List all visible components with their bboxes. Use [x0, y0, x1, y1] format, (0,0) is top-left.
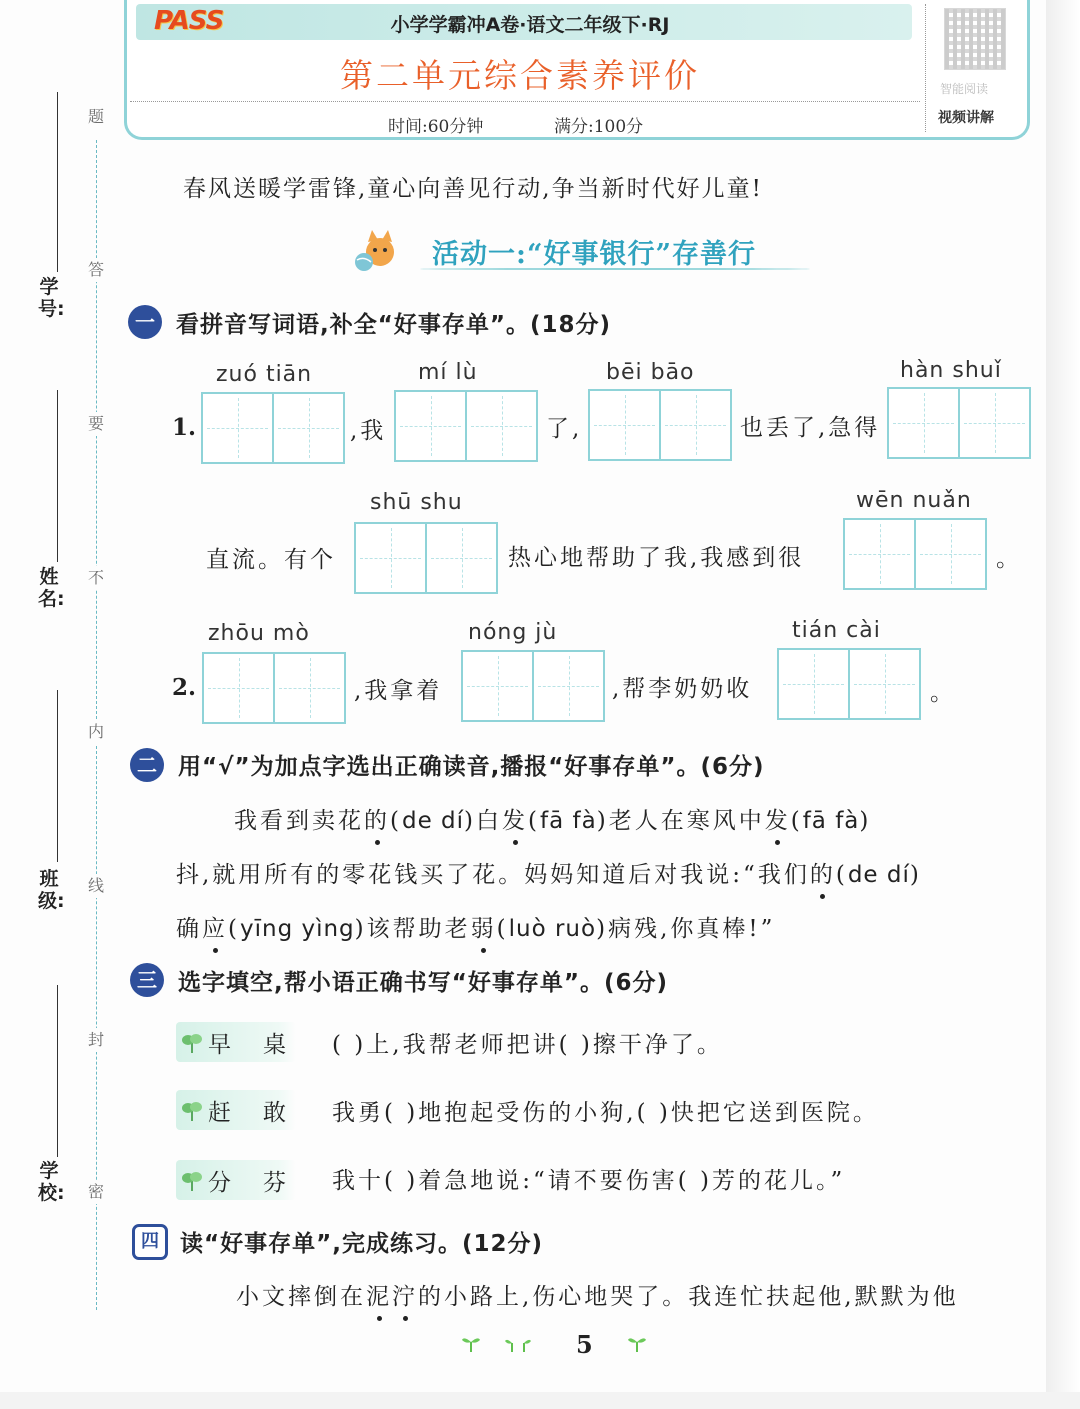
- class-line: [57, 690, 58, 862]
- sprout-icon: [504, 1334, 532, 1352]
- page-bottom-edge: [0, 1392, 1080, 1409]
- dotted-char: 应: [202, 910, 228, 943]
- margin-note: 线: [84, 874, 108, 898]
- answer-grid[interactable]: [887, 387, 1031, 459]
- reading-line-3: 确应(yīng yìng)该帮助老弱(luò ruò)病残,你真棒!”: [176, 910, 775, 943]
- dotted-char: 泥: [366, 1278, 392, 1311]
- unit-title: 第二单元综合素养评价: [340, 56, 700, 95]
- section-3-badge: 三: [130, 963, 164, 997]
- answer-grid[interactable]: [461, 650, 605, 722]
- pinyin-label: nóng jù: [468, 620, 558, 645]
- sentence-text: 了,: [546, 416, 583, 442]
- page-edge-shadow: [1046, 0, 1080, 1409]
- fill-sentence[interactable]: 我十( )着急地说:“请不要伤害( )芳的花儿。”: [332, 1168, 846, 1194]
- dotted-char: 弱: [471, 910, 497, 943]
- margin-note: 答: [84, 258, 108, 282]
- pinyin-label: bēi bāo: [606, 360, 695, 385]
- exam-score: 满分:100分: [554, 117, 644, 137]
- char-choice-tag: [176, 1160, 296, 1200]
- pinyin-label: shū shu: [370, 490, 463, 515]
- school-label: 学校:: [38, 1160, 65, 1204]
- pinyin-choices[interactable]: fā fà: [802, 808, 860, 834]
- qr-divider: [925, 4, 926, 132]
- slogan: 春风送暖学雷锋,童心向善见行动,争当新时代好儿童!: [183, 176, 763, 202]
- school-line: [57, 985, 58, 1157]
- qr-caption: 智能阅读: [940, 82, 989, 96]
- class-label: 班级:: [38, 868, 65, 912]
- char-choice-tag: [176, 1090, 296, 1130]
- answer-grid[interactable]: [201, 392, 345, 464]
- answer-grid[interactable]: [354, 522, 498, 594]
- dotted-char: 发: [765, 802, 791, 835]
- margin-note: 封: [84, 1028, 108, 1052]
- header-divider: [130, 101, 920, 102]
- answer-grid[interactable]: [202, 652, 346, 724]
- answer-grid[interactable]: [777, 648, 921, 720]
- sentence-text: 。: [930, 680, 956, 706]
- dotted-char: 的: [364, 802, 390, 835]
- margin-note: 要: [84, 412, 108, 436]
- sentence-text: ,帮李奶奶收: [612, 676, 753, 702]
- section-4-badge: 四: [132, 1224, 168, 1260]
- sprout-icon: [460, 1334, 482, 1352]
- sentence-text: 直流。有个: [206, 547, 336, 573]
- leaf-icon: [180, 1031, 204, 1055]
- fill-sentence[interactable]: ( )上,我帮老师把讲( )擦干净了。: [332, 1032, 723, 1058]
- section-2-title: 用“√”为加点字选出正确读音,播报“好事存单”。(6分): [178, 754, 765, 780]
- sentence-text: ,我: [350, 418, 387, 444]
- student-name-field[interactable]: [38, 566, 65, 610]
- pinyin-choices[interactable]: luò ruò: [508, 916, 597, 942]
- char-choice-tag: [176, 1022, 296, 1062]
- pinyin-choices[interactable]: fā fà: [540, 808, 597, 834]
- answer-grid[interactable]: [588, 389, 732, 461]
- dotted-char: 发: [502, 802, 528, 835]
- pinyin-label: mí lù: [418, 360, 478, 385]
- cat-mascot-icon: [348, 222, 400, 274]
- sentence-text: 也丢了,急得: [740, 415, 881, 441]
- question-number: 2.: [172, 674, 197, 701]
- student-number-field[interactable]: [38, 276, 65, 320]
- reading-line-2: 抖,就用所有的零花钱买了花。妈妈知道后对我说:“我们的(de dí): [176, 856, 922, 889]
- margin-note: 题: [84, 105, 108, 129]
- video-explanation-label[interactable]: 视频讲解: [938, 110, 994, 126]
- section-4-title: 读“好事存单”,完成练习。(12分): [180, 1231, 543, 1257]
- leaf-icon: [180, 1099, 204, 1123]
- choice-char: 桌: [263, 1032, 288, 1058]
- dotted-char: 的: [810, 856, 836, 889]
- margin-note: 密: [84, 1180, 108, 1204]
- exam-time: 时间:60分钟: [388, 117, 484, 137]
- choice-char: 分: [208, 1170, 233, 1196]
- margin-note: 内: [84, 720, 108, 744]
- section-1-badge: 一: [128, 305, 162, 339]
- pinyin-label: zuó tiān: [216, 362, 313, 387]
- class-field[interactable]: [38, 868, 65, 912]
- pinyin-label: wēn nuǎn: [856, 488, 972, 513]
- section-3-title: 选字填空,帮小语正确书写“好事存单”。(6分): [178, 970, 668, 996]
- choice-char: 早: [208, 1032, 233, 1058]
- answer-grid[interactable]: [843, 518, 987, 590]
- school-field[interactable]: [38, 1160, 65, 1204]
- pinyin-label: hàn shuǐ: [900, 358, 1002, 383]
- brand-logo: PASS: [154, 6, 224, 36]
- pinyin-choices[interactable]: de dí: [847, 862, 910, 888]
- student-name-line: [57, 390, 58, 562]
- margin-note: 不: [84, 566, 108, 590]
- choice-char: 赶: [208, 1100, 233, 1126]
- answer-grid[interactable]: [394, 390, 538, 462]
- dotted-char: 泞: [392, 1278, 418, 1311]
- reading-line-1: 我看到卖花的(de dí)白发(fā fà)老人在寒风中发(fā fà): [234, 802, 871, 835]
- qr-code-icon[interactable]: [944, 8, 1006, 70]
- pinyin-choices[interactable]: yīng yìng: [239, 916, 355, 942]
- fill-sentence[interactable]: 我勇( )地抱起受伤的小狗,( )快把它送到医院。: [332, 1100, 879, 1126]
- choice-char: 芬: [263, 1170, 288, 1196]
- page-number: 5: [576, 1330, 593, 1359]
- leaf-icon: [180, 1169, 204, 1193]
- student-number-label: 学号:: [38, 276, 65, 320]
- student-number-line: [57, 92, 58, 272]
- choice-char: 敢: [263, 1100, 288, 1126]
- pinyin-label: tián cài: [792, 618, 881, 643]
- sentence-text: 热心地帮助了我,我感到很: [508, 545, 805, 571]
- sentence-text: 。: [996, 546, 1022, 572]
- activity-underline: [420, 268, 810, 270]
- pinyin-label: zhōu mò: [208, 621, 310, 646]
- sentence-text: ,我拿着: [354, 678, 443, 704]
- sprout-icon: [626, 1334, 648, 1352]
- reading-passage: 小文摔倒在泥泞的小路上,伤心地哭了。我连忙扶起他,默默为他: [236, 1278, 959, 1311]
- pinyin-choices[interactable]: de dí: [401, 808, 465, 834]
- section-1-title: 看拼音写词语,补全“好事存单”。(18分): [176, 312, 611, 338]
- activity-title: 活动一:“好事银行”存善行: [432, 239, 757, 270]
- question-number: 1.: [172, 414, 197, 441]
- section-2-badge: 二: [130, 748, 164, 782]
- student-name-label: 姓名:: [38, 566, 65, 610]
- series-title: 小学学霸冲A卷·语文二年级下·RJ: [390, 14, 670, 36]
